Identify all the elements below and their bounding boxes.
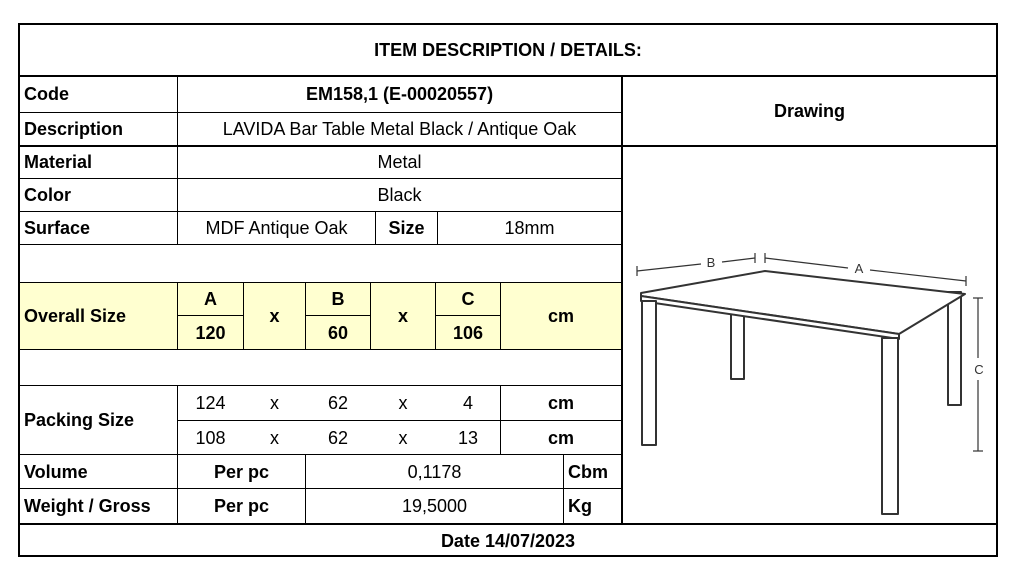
- overall-size-label: Overall Size: [20, 283, 177, 349]
- dim-b-line-right: [722, 258, 755, 262]
- rule: [20, 244, 622, 245]
- packing-row2-x1: x: [270, 427, 279, 448]
- dim-a-line-left: [765, 258, 848, 268]
- material-label: Material: [24, 152, 93, 172]
- description-label: Description: [24, 119, 124, 139]
- dim-b-label: B: [706, 255, 716, 270]
- code-label: Code: [24, 84, 69, 104]
- overall-b-header: B: [306, 283, 370, 315]
- packing-row1-x2: x: [398, 393, 408, 413]
- dim-a-label: A: [854, 261, 864, 276]
- sheet-title: ITEM DESCRIPTION / DETAILS:: [374, 40, 642, 60]
- size-label: Size: [388, 218, 425, 238]
- overall-a-value: 120: [178, 316, 243, 349]
- description-value: LAVIDA Bar Table Metal Black / Antique Oak: [222, 119, 577, 139]
- code-value: EM158,1 (E-00020557): [305, 84, 494, 104]
- weight-per: Per pc: [213, 496, 270, 516]
- packing-row1-x1: x: [270, 393, 279, 413]
- overall-a-header: A: [178, 283, 243, 315]
- packing-row1-b: 62: [327, 393, 349, 413]
- size-value: 18mm: [504, 218, 555, 238]
- volume-value: 0,1178: [407, 461, 462, 482]
- weight-unit: Kg: [568, 496, 592, 516]
- table-leg-front-left: [642, 301, 656, 445]
- volume-label: Volume: [24, 461, 88, 482]
- overall-unit: cm: [501, 283, 621, 349]
- surface-label: Surface: [24, 218, 91, 238]
- footer-date: Date 14/07/2023: [440, 531, 576, 551]
- drawing-label: Drawing: [773, 100, 845, 121]
- weight-value: 19,5000: [401, 496, 468, 516]
- weight-label: Weight / Gross: [24, 496, 151, 516]
- overall-c-header: C: [436, 283, 500, 315]
- overall-x1: x: [244, 283, 305, 349]
- overall-x2: x: [371, 283, 435, 349]
- color-label: Color: [24, 185, 71, 205]
- packing-row2-b: 62: [327, 427, 349, 448]
- table-leg-front-right: [882, 338, 898, 514]
- dim-c-label: C: [974, 362, 984, 377]
- dim-a-line-right: [870, 270, 966, 281]
- packing-row2-a: 108: [195, 427, 226, 448]
- dim-b-line-left: [637, 264, 701, 271]
- packing-row2-x2: x: [398, 427, 408, 448]
- material-value: Metal: [377, 152, 422, 172]
- table-drawing: [623, 146, 996, 523]
- color-value: Black: [377, 185, 422, 205]
- table-leg-back-right: [948, 292, 961, 405]
- rule: [20, 349, 622, 350]
- packing-row2-unit: cm: [547, 427, 574, 448]
- overall-b-value: 60: [306, 316, 370, 349]
- volume-unit: Cbm: [568, 461, 608, 482]
- surface-value: MDF Antique Oak: [205, 218, 348, 238]
- item-details-sheet: [18, 23, 998, 557]
- overall-c-value: 106: [436, 316, 500, 349]
- packing-row1-unit: cm: [547, 393, 574, 413]
- volume-per: Per pc: [213, 461, 270, 482]
- packing-row1-a: 124: [195, 393, 226, 413]
- packing-size-label: Packing Size: [24, 410, 135, 430]
- packing-row2-c: 13: [457, 427, 479, 448]
- packing-row1-c: 4: [462, 393, 473, 413]
